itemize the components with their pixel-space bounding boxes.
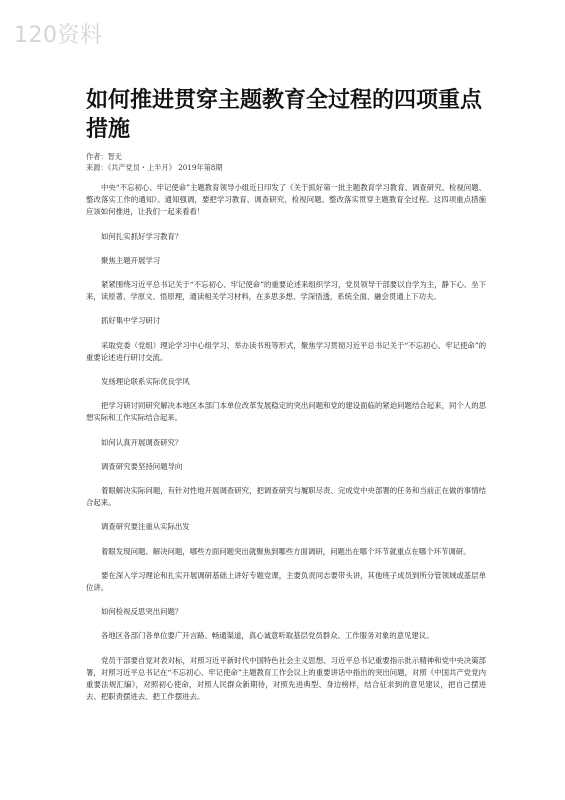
paragraph: 中央“不忘初心、牢记使命”主题教育领导小组近日印发了《关于抓好第一批主题教育学习教育、调查研究、检视问题、整改落实工作的通知》。通知强调，要把学习教育、调查研究、检视问题、整改落实贯穿主题教育全过程。这四项重点措施应该如何推进，让我们一起来看看！ <box>86 183 486 217</box>
paragraph: 把学习研讨同研究解决本地区本部门本单位改革发展稳定的突出问题和党的建设面临的紧迫问题结合起来，同个人的思想实际和工作实际结合起来。 <box>86 401 486 423</box>
paragraph: 采取党委（党组）理论学习中心组学习、举办读书班等形式，聚焦学习贯彻习近平总书记关于“不忘初心、牢记使命”的重要论述进行研讨交流。 <box>86 340 486 362</box>
paragraph: 紧紧围绕习近平总书记关于“不忘初心、牢记使命”的重要论述来组织学习，党员领导干部要以自学为主，静下心、坐下来，读原著、学原文、悟原理，通读相关学习材料，在多思多想、学深悟透，系统全面、融会贯通上下功夫。 <box>86 280 486 302</box>
section-heading: 调查研究要注重从实际出发 <box>101 522 190 532</box>
article <box>86 86 486 715</box>
article-author: 作者：智无 <box>86 152 122 161</box>
paragraph: 要在深入学习理论和扎实开展调研基础上讲好专题党课，主要负责同志要带头讲，其他班子成员到所分管领域或基层单位讲。 <box>86 570 486 593</box>
section-heading: 如何检视反思突出问题？ <box>101 607 183 617</box>
section-heading: 如何认真开展调查研究？ <box>101 437 183 447</box>
section-heading: 发扬理论联系实际优良学风 <box>101 377 190 387</box>
paragraph: 着眼解决实际问题，有针对性地开展调查研究，把调查研究与履职尽责、完成党中央部署的任务和当前正在做的事情结合起来。 <box>86 486 486 508</box>
paragraph: 着眼发现问题、解决问题，哪些方面问题突出就聚焦到哪些方面调研，问题出在哪个环节就重点在哪个环节调研。 <box>101 546 471 556</box>
article-body <box>86 182 486 703</box>
section-heading: 调查研究要坚持问题导向 <box>101 461 183 471</box>
section-heading: 抓好集中学习研讨 <box>101 316 161 326</box>
paragraph: 各地区各部门各单位要广开言路、畅通渠道，真心诚意听取基层党员群众、工作服务对象的意见建议。 <box>101 631 434 641</box>
section-heading: 如何扎实抓好学习教育？ <box>101 231 183 241</box>
article-source: 来源：《共产党员・上半月》 2019年第8期 <box>86 162 223 172</box>
section-heading: 聚焦主题开展学习 <box>101 255 161 265</box>
watermark-logo: 120资料 <box>14 23 103 48</box>
article-title: 如何推进贯穿主题教育全过程的四项重点措施 <box>86 88 483 142</box>
paragraph: 党员干部要自觉对表对标，对照习近平新时代中国特色社会主义思想、习近平总书记重要指示批示精神和党中央决策部署，对照习近平总书记在“不忘初心、牢记使命”主题教育工作会议上的重要讲话中指出的突出问题，对照《中国共产党党内重要法规汇编》，对照初心使命，对照人民群众新期待，对照先进典型、身边榜样，结合征求到的意见建议，把自己摆进去、把职责摆进去、把工作摆进去。 <box>86 655 486 702</box>
